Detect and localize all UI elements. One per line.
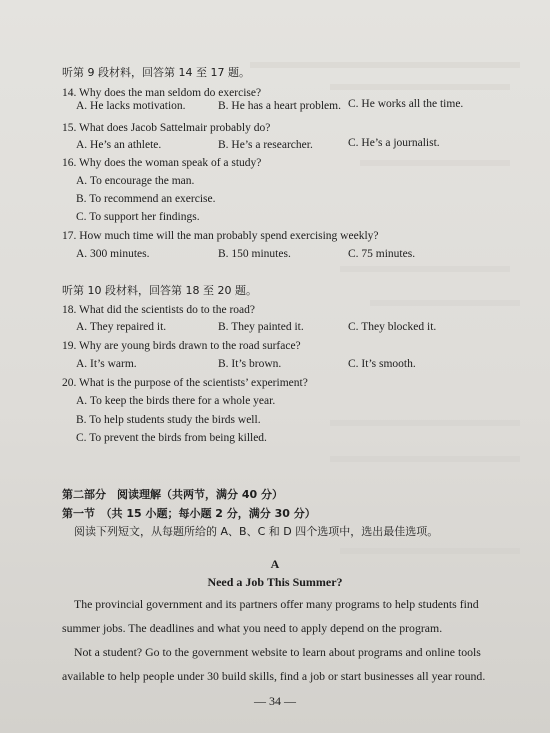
question-text: Why does the man seldom do exercise? [79, 87, 262, 99]
question-number: 16. [62, 157, 77, 169]
question-text: What does Jacob Sattelmair probably do? [79, 122, 271, 134]
passage-paragraph-2: Not a student? Go to the government website to learn about programs and online tools available to help people under 30 build skills, find a job or start businesses all year round. [62, 645, 486, 683]
passage-letter: A [270, 557, 280, 571]
q18-option-c: C. They blocked it. [348, 321, 437, 333]
question-16 [62, 156, 261, 170]
section1-title: 第一节 （共 15 小题；每小题 2 分，满分 30 分） [62, 507, 316, 520]
question-17 [62, 229, 379, 243]
question-number: 18. [62, 304, 77, 316]
q19-option-b: B. It’s brown. [218, 358, 282, 370]
question-20 [62, 376, 308, 390]
q17-option-c: C. 75 minutes. [348, 248, 416, 260]
q20-option-c: C. To prevent the birds from being killed. [76, 432, 267, 444]
q14-option-c: C. He works all the time. [348, 98, 464, 110]
question-number: 20. [62, 377, 77, 389]
q19-option-a: A. It’s warm. [76, 358, 137, 370]
question-text: What did the scientists do to the road? [79, 304, 256, 316]
q15-option-a: A. He’s an athlete. [76, 139, 162, 151]
question-text: How much time will the man probably spend exercising weekly? [79, 230, 379, 242]
question-number: 15. [62, 122, 77, 134]
q20-option-a: A. To keep the birds there for a whole year. [76, 395, 276, 407]
q14-option-a: A. He lacks motivation. [76, 100, 186, 112]
question-text: Why are young birds drawn to the road surface? [79, 340, 301, 352]
question-text: What is the purpose of the scientists’ experiment? [79, 377, 308, 389]
q19-option-c: C. It’s smooth. [348, 358, 416, 370]
question-number: 14. [62, 87, 77, 99]
q16-option-b: B. To recommend an exercise. [76, 193, 216, 205]
q15-option-b: B. He’s a researcher. [218, 139, 313, 151]
question-19 [62, 339, 301, 353]
q15-option-c: C. He’s a journalist. [348, 137, 440, 149]
page-number: — 34 — [254, 694, 296, 708]
question-text: Why does the woman speak of a study? [79, 157, 262, 169]
question-15 [62, 121, 270, 135]
question-18 [62, 303, 255, 317]
passage-title: Need a Job This Summer? [207, 575, 343, 589]
section9-header: 听第 9 段材料，回答第 14 至 17 题。 [62, 66, 250, 79]
q16-option-a: A. To encourage the man. [76, 175, 195, 187]
q18-option-a: A. They repaired it. [76, 321, 167, 333]
q17-option-b: B. 150 minutes. [218, 248, 291, 260]
passage-paragraph-1: The provincial government and its partners offer many programs to help students find summer jobs. The deadlines and what you need to apply depend on the program. [62, 597, 479, 635]
question-number: 19. [62, 340, 77, 352]
q14-option-b: B. He has a heart problem. [218, 100, 341, 112]
section10-header: 听第 10 段材料，回答第 18 至 20 题。 [62, 284, 257, 297]
part2-title: 第二部分 阅读理解（共两节，满分 40 分） [62, 488, 283, 501]
q17-option-a: A. 300 minutes. [76, 248, 150, 260]
q18-option-b: B. They painted it. [218, 321, 304, 333]
q16-option-c: C. To support her findings. [76, 211, 200, 223]
question-number: 17. [62, 230, 77, 242]
question-14 [62, 86, 261, 100]
reading-instructions: 阅读下列短文，从每题所给的 A、B、C 和 D 四个选项中，选出最佳选项。 [74, 525, 439, 538]
q20-option-b: B. To help students study the birds well. [76, 414, 261, 426]
